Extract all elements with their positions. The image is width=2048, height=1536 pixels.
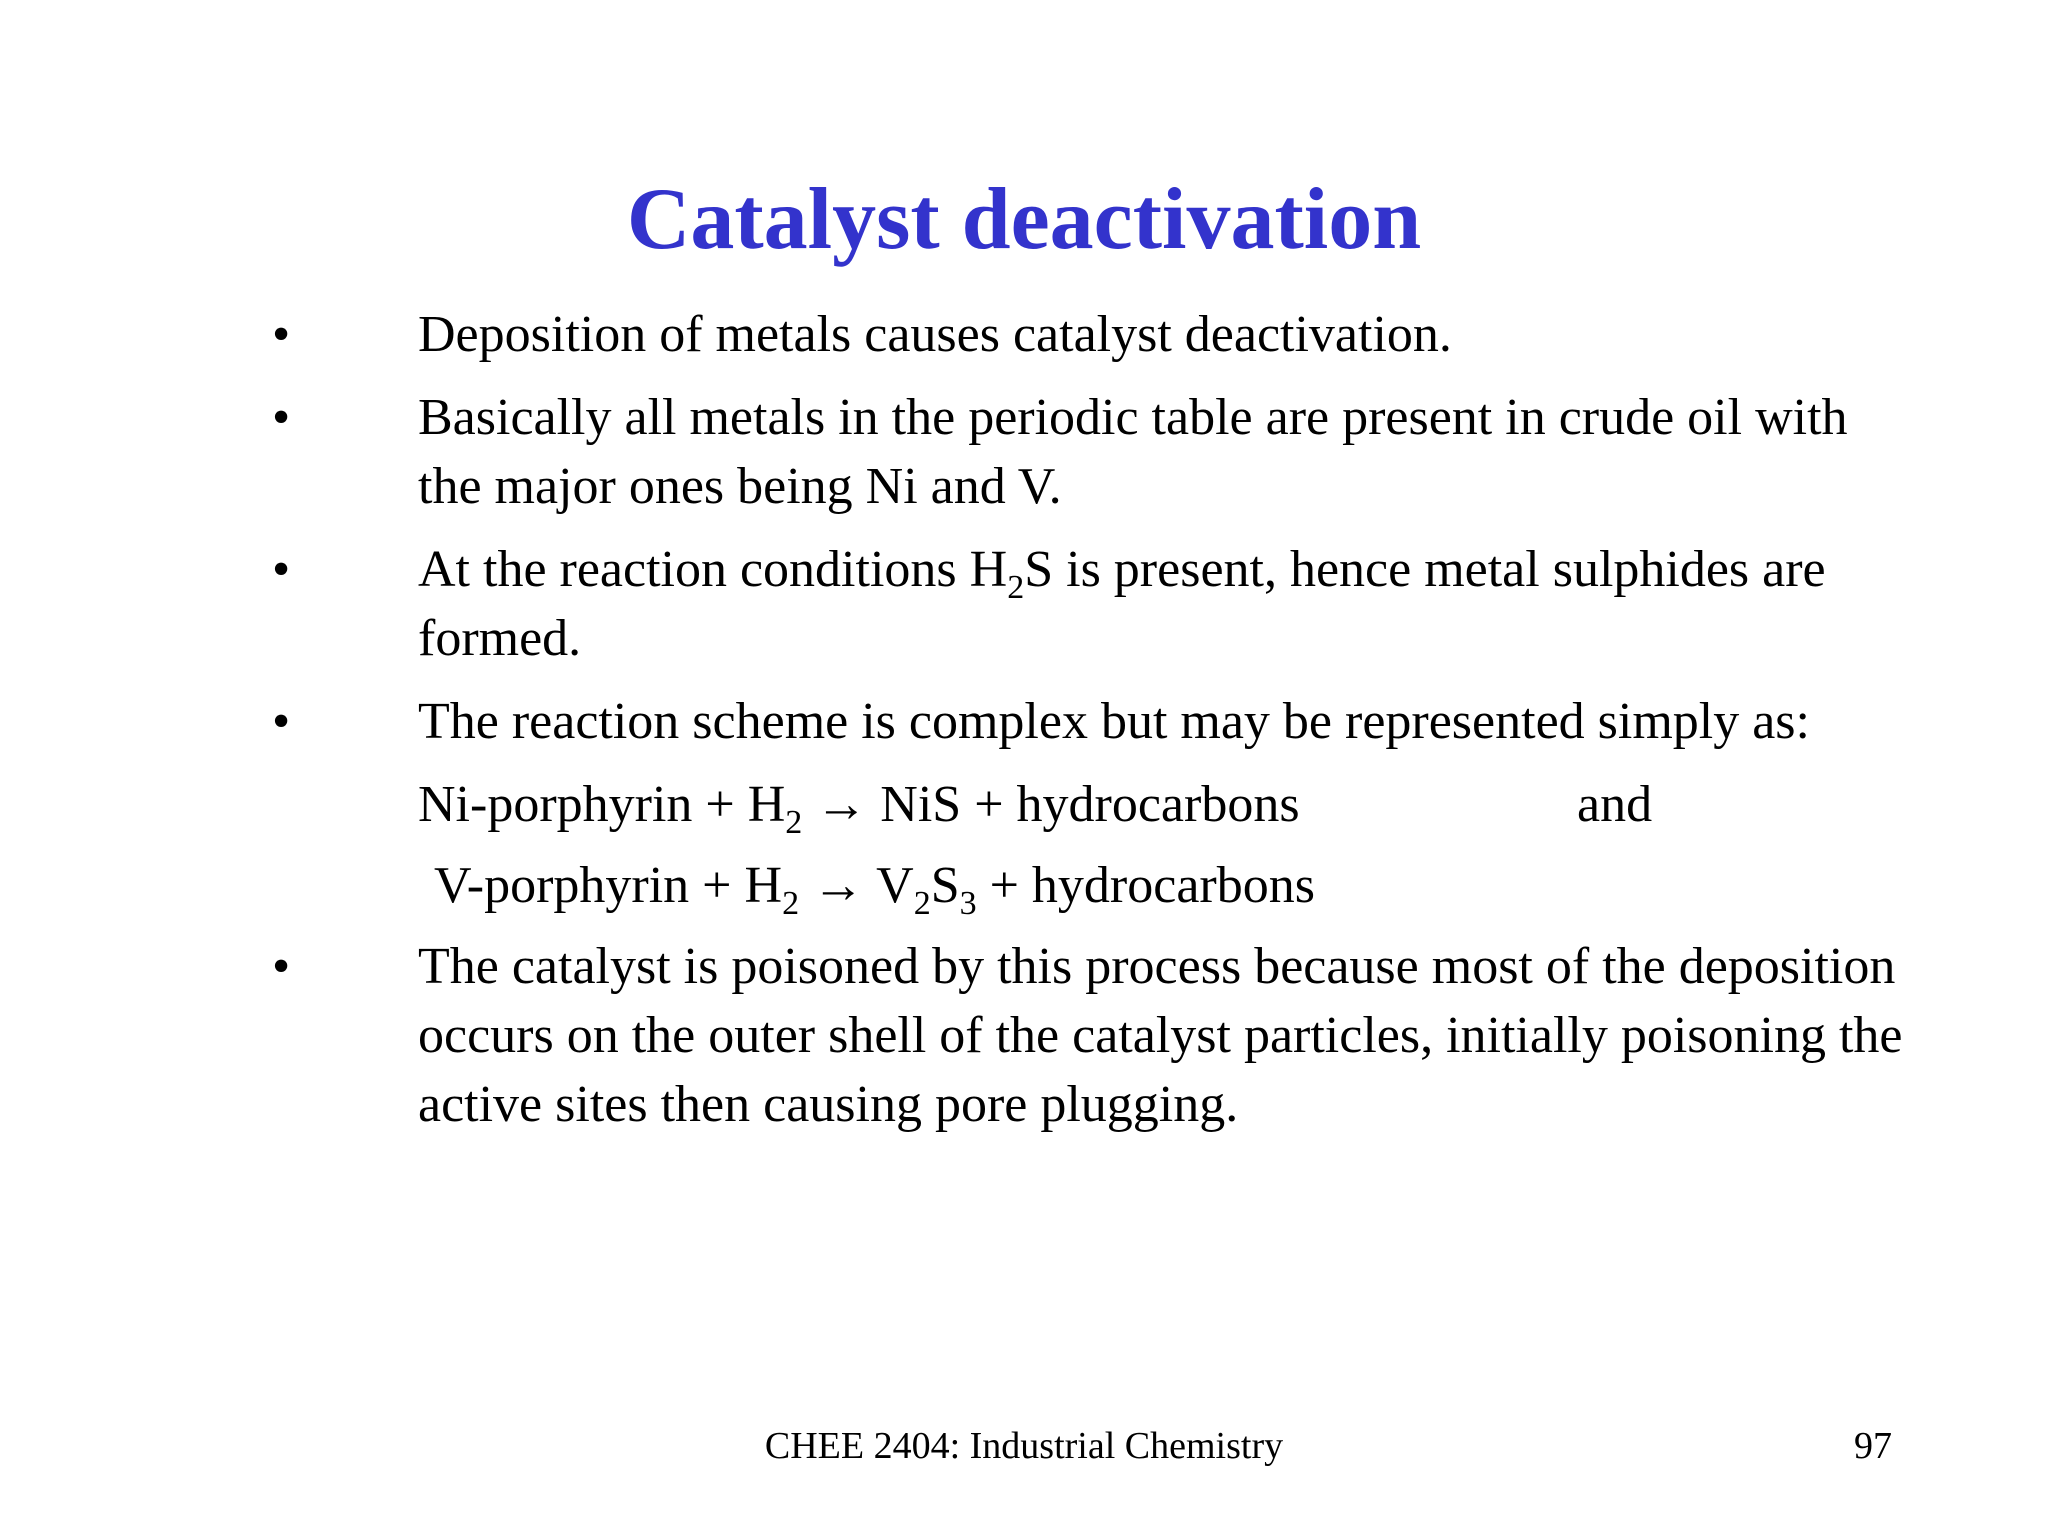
reaction-equation-nickel [270, 770, 1910, 839]
bullet-item [270, 932, 1910, 1139]
bullet-icon: • [272, 541, 291, 598]
bullet-item [270, 300, 1910, 369]
bullet-list [270, 300, 1910, 1153]
bullet-item [270, 383, 1910, 521]
bullet-icon: • [272, 306, 291, 363]
bullet-text [418, 541, 1826, 667]
bullet-icon: • [272, 693, 291, 750]
bullet-item [270, 687, 1910, 756]
reaction-arrow-icon: → [812, 857, 865, 914]
footer-course: CHEE 2404: Industrial Chemistry [764, 1425, 1284, 1467]
subscript: 2 [785, 804, 803, 841]
subscript: 3 [959, 885, 977, 922]
bullet-text: The reaction scheme is complex but may be represented simply as: [418, 693, 1810, 750]
subscript: 2 [1007, 569, 1025, 606]
reaction-equation-vanadium [270, 851, 1910, 920]
bullet-item [270, 535, 1910, 673]
bullet-text: The catalyst is poisoned by this process because most of the deposition occurs on the outer shell of the catalyst particles, initially poisoning the active sites then causing pore plugging. [418, 938, 1903, 1133]
subscript: 2 [782, 885, 800, 922]
equation-reactants: V-porphyrin + H [434, 857, 783, 914]
equation-connector: and [1577, 776, 1653, 833]
page-number: 97 [1854, 1425, 1892, 1467]
bullet-text: Deposition of metals causes catalyst deactivation. [418, 306, 1452, 363]
equation-products: NiS + hydrocarbons [867, 776, 1300, 833]
equation-reactants: Ni-porphyrin + H [418, 776, 786, 833]
slide-title: Catalyst deactivation [626, 171, 1422, 268]
subscript: 2 [913, 885, 931, 922]
equation-product-s: S [930, 857, 960, 914]
bullet-text-end: S is present, hence metal sulphides are formed. [418, 541, 1826, 667]
bullet-icon: • [272, 389, 291, 446]
bullet-icon: • [272, 938, 291, 995]
bullet-text-start: At the reaction conditions H [418, 541, 1008, 598]
reaction-arrow-icon: → [815, 776, 868, 833]
bullet-text: Basically all metals in the periodic table are present in crude oil with the major ones being Ni and V. [418, 389, 1848, 515]
equation-product-v: V [864, 857, 914, 914]
equation-products-rest: + hydrocarbons [976, 857, 1315, 914]
